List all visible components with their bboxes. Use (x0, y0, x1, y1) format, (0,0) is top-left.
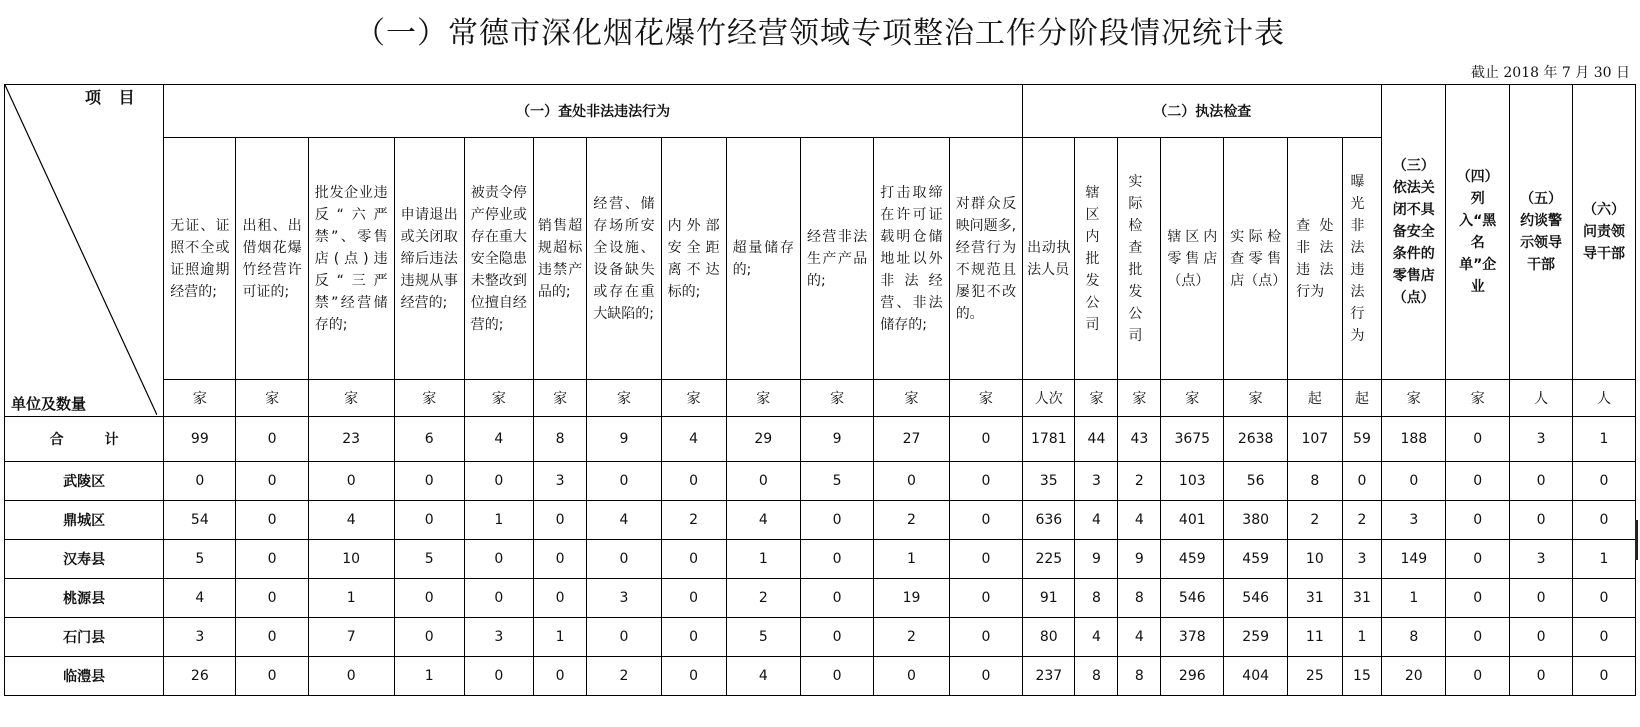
table-row (5, 540, 1636, 579)
value-cell: 8 (1118, 579, 1161, 618)
total-value-cell: 23 (308, 417, 394, 462)
unit-cell: 家 (464, 380, 533, 417)
date-note: 截止 2018 年 7 月 30 日 (1470, 65, 1630, 81)
table-row (5, 501, 1636, 540)
corner-label-item: 项 目 (85, 88, 141, 107)
value-cell: 3 (464, 618, 533, 657)
row-label-total: 合 计 (5, 417, 164, 462)
value-cell: 0 (236, 540, 308, 579)
value-cell: 0 (949, 579, 1022, 618)
total-value-cell: 3 (1510, 417, 1573, 462)
col-header: 打击取缔在许可证载明仓储地址以外非法经营、非法储存的; (874, 138, 949, 380)
value-cell: 0 (1510, 618, 1573, 657)
value-cell: 0 (394, 462, 464, 501)
value-cell: 0 (464, 540, 533, 579)
col-blacklist: （四）列入“黑名单”企业 (1446, 85, 1510, 380)
unit-cell: 家 (1075, 380, 1118, 417)
value-cell: 0 (1572, 501, 1635, 540)
unit-cell: 家 (800, 380, 873, 417)
value-cell: 3 (1342, 540, 1382, 579)
value-cell: 0 (464, 657, 533, 696)
table-row (5, 462, 1636, 501)
col-header: 经营、储存场所安全设施、设备缺失或存在重大缺陷的; (587, 138, 661, 380)
unit-cell: 家 (164, 380, 236, 417)
table-row (5, 657, 1636, 696)
page-title: （一）常德市深化烟花爆竹经营领域专项整治工作分阶段情况统计表 (355, 16, 1285, 51)
value-cell: 0 (1446, 462, 1510, 501)
value-cell: 636 (1023, 501, 1075, 540)
value-cell: 0 (587, 462, 661, 501)
value-cell: 15 (1342, 657, 1382, 696)
value-cell: 9 (1118, 540, 1161, 579)
unit-cell: 起 (1342, 380, 1382, 417)
value-cell: 8 (1288, 462, 1342, 501)
value-cell: 296 (1161, 657, 1224, 696)
value-cell: 0 (1572, 579, 1635, 618)
value-cell: 0 (533, 657, 586, 696)
row-label-district: 鼎城区 (5, 501, 164, 540)
value-cell: 0 (587, 618, 661, 657)
value-cell: 0 (236, 579, 308, 618)
value-cell: 1 (464, 501, 533, 540)
value-cell: 0 (800, 618, 873, 657)
total-value-cell: 1781 (1023, 417, 1075, 462)
value-cell: 10 (1288, 540, 1342, 579)
col-header: 销售超规超标违禁产品的; (533, 138, 586, 380)
value-cell: 25 (1288, 657, 1342, 696)
value-cell: 0 (1446, 540, 1510, 579)
scrollbar-thumb[interactable] (1635, 520, 1638, 560)
value-cell: 0 (800, 501, 873, 540)
value-cell: 2 (661, 501, 726, 540)
corner-label-unit: 单位及数量 (11, 395, 87, 413)
value-cell: 0 (1510, 501, 1573, 540)
value-cell: 0 (800, 579, 873, 618)
value-cell: 2 (726, 579, 800, 618)
value-cell: 1 (1342, 618, 1382, 657)
value-cell: 9 (1075, 540, 1118, 579)
value-cell: 3 (1510, 540, 1573, 579)
value-cell: 10 (308, 540, 394, 579)
value-cell: 8 (1075, 579, 1118, 618)
value-cell: 26 (164, 657, 236, 696)
value-cell: 0 (661, 462, 726, 501)
unit-cell: 起 (1288, 380, 1342, 417)
total-row (5, 417, 1636, 462)
value-cell: 0 (874, 462, 949, 501)
col-header: 内外部安全距离不达标的; (661, 138, 726, 380)
unit-cell: 家 (533, 380, 586, 417)
unit-cell: 家 (394, 380, 464, 417)
value-cell: 4 (587, 501, 661, 540)
value-cell: 546 (1224, 579, 1288, 618)
unit-cell: 家 (236, 380, 308, 417)
unit-cell: 家 (587, 380, 661, 417)
value-cell: 1 (874, 540, 949, 579)
value-cell: 0 (949, 618, 1022, 657)
value-cell: 4 (726, 657, 800, 696)
value-cell: 8 (1118, 657, 1161, 696)
unit-cell: 家 (1118, 380, 1161, 417)
value-cell: 0 (308, 657, 394, 696)
col-accountable-officials: （六）问责领导干部 (1572, 85, 1635, 380)
value-cell: 0 (1572, 618, 1635, 657)
value-cell: 0 (1342, 462, 1382, 501)
col-header: 实际检查零售店（点） (1224, 138, 1288, 380)
unit-cell: 人 (1510, 380, 1573, 417)
value-cell: 0 (1510, 657, 1573, 696)
value-cell: 2 (1288, 501, 1342, 540)
col-header: 查处非法违法行为 (1288, 138, 1342, 380)
value-cell: 0 (236, 462, 308, 501)
total-value-cell: 8 (533, 417, 586, 462)
value-cell: 3 (164, 618, 236, 657)
value-cell: 5 (164, 540, 236, 579)
value-cell: 0 (1510, 579, 1573, 618)
col-header: 对群众反映问题多,经营行为不规范且屡犯不改的。 (949, 138, 1022, 380)
value-cell: 0 (1446, 501, 1510, 540)
value-cell: 1 (726, 540, 800, 579)
value-cell: 4 (1075, 501, 1118, 540)
value-cell: 0 (874, 657, 949, 696)
total-value-cell: 59 (1342, 417, 1382, 462)
value-cell: 0 (394, 579, 464, 618)
col-header: 辖区内零售店（点） (1161, 138, 1224, 380)
value-cell: 0 (1572, 657, 1635, 696)
value-cell: 1 (533, 618, 586, 657)
value-cell: 0 (236, 501, 308, 540)
total-value-cell: 29 (726, 417, 800, 462)
col-header: 批发企业违反“六严禁”、零售店(点)违反“三严禁”经营储存的; (308, 138, 394, 380)
value-cell: 149 (1382, 540, 1446, 579)
value-cell: 0 (533, 501, 586, 540)
value-cell: 0 (308, 462, 394, 501)
col-header: 实际检查批发公司 (1118, 138, 1161, 380)
row-label-district: 汉寿县 (5, 540, 164, 579)
value-cell: 0 (533, 540, 586, 579)
value-cell: 4 (164, 579, 236, 618)
value-cell: 0 (236, 618, 308, 657)
value-cell: 3 (1382, 501, 1446, 540)
value-cell: 2 (874, 618, 949, 657)
total-value-cell: 188 (1382, 417, 1446, 462)
unit-cell: 家 (874, 380, 949, 417)
value-cell: 0 (164, 462, 236, 501)
unit-cell: 人 (1572, 380, 1635, 417)
unit-cell: 家 (726, 380, 800, 417)
row-label-district: 石门县 (5, 618, 164, 657)
col-header: 被责令停产停业或存在重大安全隐患未整改到位擅自经营的; (464, 138, 533, 380)
value-cell: 1 (394, 657, 464, 696)
value-cell: 0 (949, 501, 1022, 540)
value-cell: 5 (394, 540, 464, 579)
value-cell: 0 (533, 579, 586, 618)
value-cell: 0 (464, 462, 533, 501)
table-corner-cell (5, 85, 164, 417)
unit-cell: 家 (308, 380, 394, 417)
value-cell: 8 (1382, 618, 1446, 657)
value-cell: 0 (236, 657, 308, 696)
value-cell: 0 (661, 618, 726, 657)
col-closed-stores: （三）依法关闭不具备安全条件的零售店（点） (1382, 85, 1446, 380)
total-value-cell: 1 (1572, 417, 1635, 462)
col-header: 无证、证照不全或证照逾期经营的; (164, 138, 236, 380)
unit-row (5, 380, 1636, 417)
value-cell: 0 (394, 501, 464, 540)
value-cell: 259 (1224, 618, 1288, 657)
total-value-cell: 107 (1288, 417, 1342, 462)
value-cell: 4 (308, 501, 394, 540)
col-header: 出租、出借烟花爆竹经营许可证的; (236, 138, 308, 380)
value-cell: 0 (394, 618, 464, 657)
value-cell: 0 (949, 462, 1022, 501)
value-cell: 0 (587, 540, 661, 579)
row-label-district: 桃源县 (5, 579, 164, 618)
value-cell: 5 (800, 462, 873, 501)
value-cell: 54 (164, 501, 236, 540)
total-value-cell: 6 (394, 417, 464, 462)
total-value-cell: 4 (464, 417, 533, 462)
value-cell: 237 (1023, 657, 1075, 696)
col-header: 超量储存的; (726, 138, 800, 380)
unit-cell: 人次 (1023, 380, 1075, 417)
value-cell: 2 (874, 501, 949, 540)
value-cell: 56 (1224, 462, 1288, 501)
table-row (5, 579, 1636, 618)
value-cell: 1 (1572, 540, 1635, 579)
value-cell: 459 (1161, 540, 1224, 579)
col-header: 经营非法生产产品的; (800, 138, 873, 380)
unit-cell: 家 (661, 380, 726, 417)
value-cell: 0 (1510, 462, 1573, 501)
col-header: 曝光非法违法行为 (1342, 138, 1382, 380)
value-cell: 401 (1161, 501, 1224, 540)
corner-diagonal-line (5, 85, 157, 415)
value-cell: 4 (1118, 618, 1161, 657)
value-cell: 404 (1224, 657, 1288, 696)
total-value-cell: 2638 (1224, 417, 1288, 462)
value-cell: 1 (308, 579, 394, 618)
row-label-district: 临澧县 (5, 657, 164, 696)
value-cell: 0 (949, 540, 1022, 579)
value-cell: 0 (1446, 618, 1510, 657)
value-cell: 0 (800, 540, 873, 579)
value-cell: 4 (726, 501, 800, 540)
value-cell: 0 (1446, 657, 1510, 696)
total-value-cell: 3675 (1161, 417, 1224, 462)
table-row (5, 618, 1636, 657)
value-cell: 0 (800, 657, 873, 696)
value-cell: 0 (464, 579, 533, 618)
total-value-cell: 0 (949, 417, 1022, 462)
value-cell: 459 (1224, 540, 1288, 579)
unit-cell: 家 (1161, 380, 1224, 417)
value-cell: 80 (1023, 618, 1075, 657)
value-cell: 11 (1288, 618, 1342, 657)
value-cell: 91 (1023, 579, 1075, 618)
value-cell: 35 (1023, 462, 1075, 501)
value-cell: 0 (949, 657, 1022, 696)
value-cell: 3 (533, 462, 586, 501)
value-cell: 2 (1118, 462, 1161, 501)
value-cell: 31 (1342, 579, 1382, 618)
value-cell: 0 (661, 579, 726, 618)
value-cell: 0 (661, 540, 726, 579)
value-cell: 2 (1342, 501, 1382, 540)
total-value-cell: 27 (874, 417, 949, 462)
total-value-cell: 4 (661, 417, 726, 462)
value-cell: 0 (726, 462, 800, 501)
total-value-cell: 9 (587, 417, 661, 462)
value-cell: 103 (1161, 462, 1224, 501)
total-value-cell: 9 (800, 417, 873, 462)
value-cell: 0 (1382, 462, 1446, 501)
unit-cell: 家 (1446, 380, 1510, 417)
unit-cell: 家 (1382, 380, 1446, 417)
value-cell: 0 (661, 657, 726, 696)
value-cell: 225 (1023, 540, 1075, 579)
total-value-cell: 99 (164, 417, 236, 462)
total-value-cell: 0 (1446, 417, 1510, 462)
value-cell: 20 (1382, 657, 1446, 696)
value-cell: 380 (1224, 501, 1288, 540)
col-header: 辖区内批发公司 (1075, 138, 1118, 380)
col-header: 申请退出或关闭取缔后违法违规从事经营的; (394, 138, 464, 380)
value-cell: 5 (726, 618, 800, 657)
group-header-violations: （一）查处非法违法行为 (164, 85, 1023, 138)
value-cell: 19 (874, 579, 949, 618)
statistics-table (4, 84, 1636, 696)
unit-cell: 家 (949, 380, 1022, 417)
value-cell: 1 (1382, 579, 1446, 618)
value-cell: 3 (587, 579, 661, 618)
value-cell: 378 (1161, 618, 1224, 657)
value-cell: 3 (1075, 462, 1118, 501)
value-cell: 8 (1075, 657, 1118, 696)
value-cell: 4 (1075, 618, 1118, 657)
col-warned-officials: （五）约谈警示领导干部 (1510, 85, 1573, 380)
group-header-inspection: （二）执法检查 (1023, 85, 1382, 138)
value-cell: 0 (1572, 462, 1635, 501)
total-value-cell: 0 (236, 417, 308, 462)
value-cell: 4 (1118, 501, 1161, 540)
value-cell: 7 (308, 618, 394, 657)
value-cell: 2 (587, 657, 661, 696)
value-cell: 31 (1288, 579, 1342, 618)
row-label-district: 武陵区 (5, 462, 164, 501)
unit-cell: 家 (1224, 380, 1288, 417)
col-header: 出动执法人员 (1023, 138, 1075, 380)
total-value-cell: 44 (1075, 417, 1118, 462)
total-value-cell: 43 (1118, 417, 1161, 462)
value-cell: 0 (1446, 579, 1510, 618)
value-cell: 546 (1161, 579, 1224, 618)
